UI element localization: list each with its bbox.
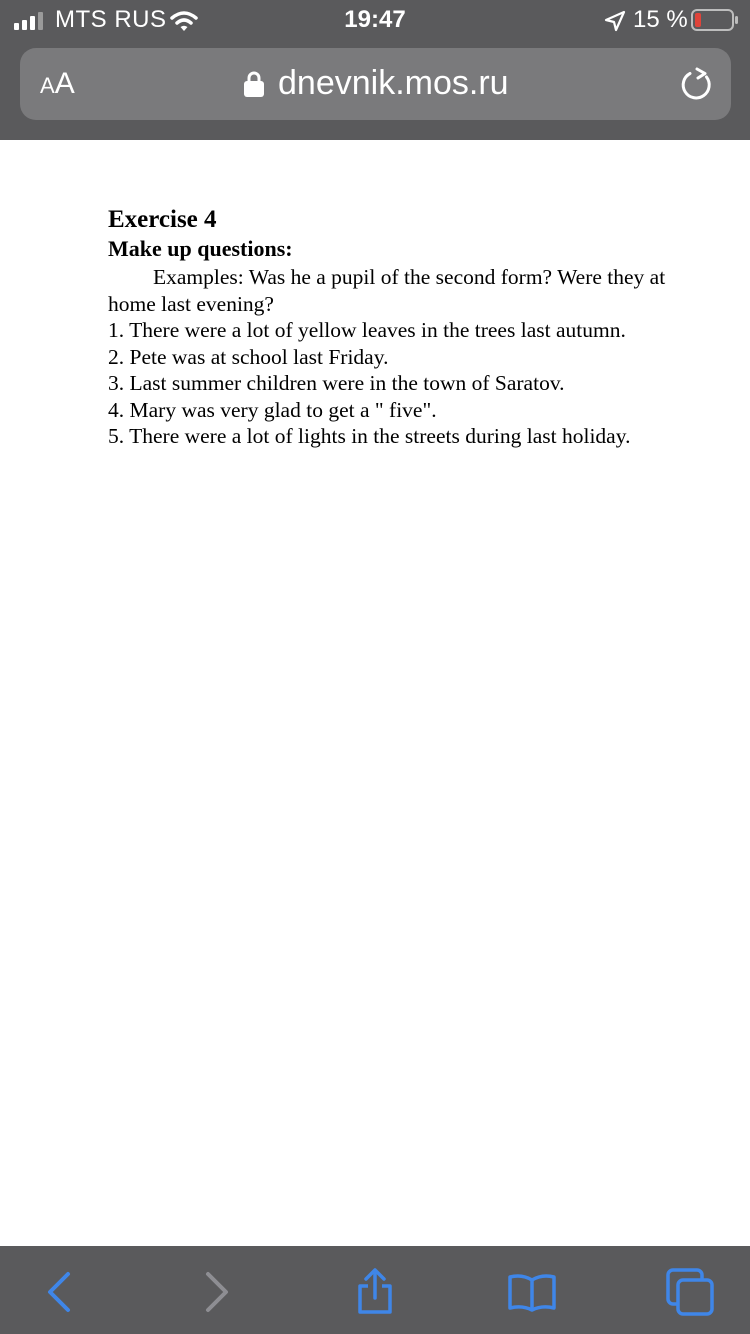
forward-icon (194, 1268, 242, 1316)
text-size-button[interactable] (40, 68, 75, 102)
share-button[interactable] (351, 1268, 399, 1316)
tabs-icon (666, 1268, 714, 1316)
exercise-item: 2. Pete was at school last Friday. (108, 344, 389, 369)
battery-percentage: 15 % (633, 6, 688, 33)
battery-icon (691, 9, 739, 31)
url-domain[interactable]: dnevnik.mos.ru (278, 64, 509, 102)
status-bar (0, 0, 750, 40)
examples-line: Examples: Was he a pupil of the second form? Were they at (153, 265, 666, 289)
exercise-item: 3. Last summer children were in the town of Saratov. (108, 371, 565, 395)
status-time: 19:47 (344, 6, 406, 33)
share-icon (351, 1268, 399, 1316)
document-content (108, 206, 708, 450)
exercise-item: 4. Mary was very glad to get a " five". (108, 397, 437, 422)
exercise-item: 1. There were a lot of yellow leaves in the trees last autumn. (108, 318, 626, 342)
text-size-large-glyph: A (54, 67, 75, 100)
text-size-small-glyph: A (40, 73, 55, 98)
carrier-name: MTS RUS (55, 6, 167, 33)
examples-line: home last evening? (108, 291, 274, 316)
reload-icon[interactable] (678, 66, 716, 104)
tabs-button[interactable] (666, 1268, 714, 1316)
browser-toolbar (0, 1246, 750, 1334)
location-arrow-icon (604, 10, 626, 32)
forward-button[interactable] (194, 1268, 242, 1316)
exercise-title: Exercise 4 (108, 206, 217, 233)
back-icon (34, 1268, 82, 1316)
bookmarks-button[interactable] (508, 1268, 556, 1316)
address-bar[interactable] (20, 48, 731, 120)
bookmarks-icon (508, 1268, 556, 1316)
lock-icon (244, 70, 264, 98)
exercise-instruction: Make up questions: (108, 236, 293, 261)
browser-top-bar (0, 0, 750, 140)
exercise-item: 5. There were a lot of lights in the streets during last holiday. (108, 424, 631, 448)
back-button[interactable] (34, 1268, 82, 1316)
